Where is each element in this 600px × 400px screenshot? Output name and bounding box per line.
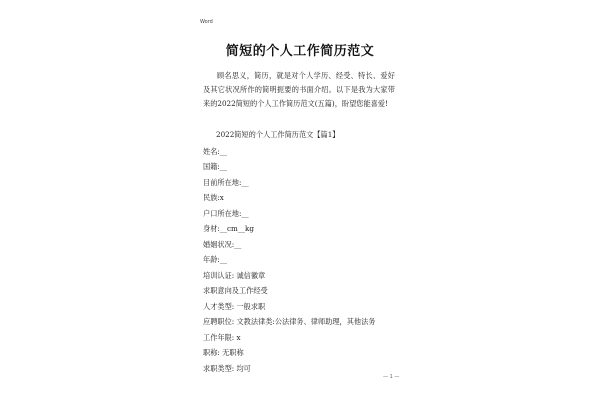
field-job-intention-heading: 求职意向及工作经受	[203, 286, 268, 295]
field-name: 姓名:__	[203, 147, 227, 156]
field-marital-status: 婚姻状况:__	[203, 240, 242, 249]
field-certification: 培训认证: 诚信徽章	[203, 271, 266, 280]
app-label: Word	[200, 19, 213, 25]
field-household-registration: 户口所在地:__	[203, 209, 249, 218]
field-age: 年龄:__	[203, 255, 227, 264]
page-title: 简短的个人工作简历范文	[225, 44, 375, 59]
field-ethnicity: 民族:x	[203, 193, 224, 202]
field-years-of-work: 工作年限: x	[203, 333, 241, 342]
field-job-type: 求职类型: 均可	[203, 364, 251, 373]
field-title: 职称: 无职称	[203, 348, 244, 357]
field-current-location: 目前所在地:__	[203, 178, 249, 187]
field-nationality: 国籍:__	[203, 162, 227, 171]
field-applied-position: 应聘职位: 文教法律类:公法律务、律师助理，其他法务	[203, 317, 376, 326]
section-heading: 2022简短的个人工作简历范文【篇1】	[216, 130, 340, 139]
field-talent-type: 人才类型: 一般求职	[203, 302, 266, 311]
intro-paragraph: 顾名思义，简历，就是对个人学历、经受、特长、爱好及其它状况所作的简明扼要的书面介绍。以下是我为大家带来的2022简短的个人工作简历范文(五篇)，盼望您能喜爱!	[203, 71, 395, 108]
page-number: — 1 —	[383, 374, 400, 380]
field-build: 身材:__cm__kg	[203, 224, 254, 233]
